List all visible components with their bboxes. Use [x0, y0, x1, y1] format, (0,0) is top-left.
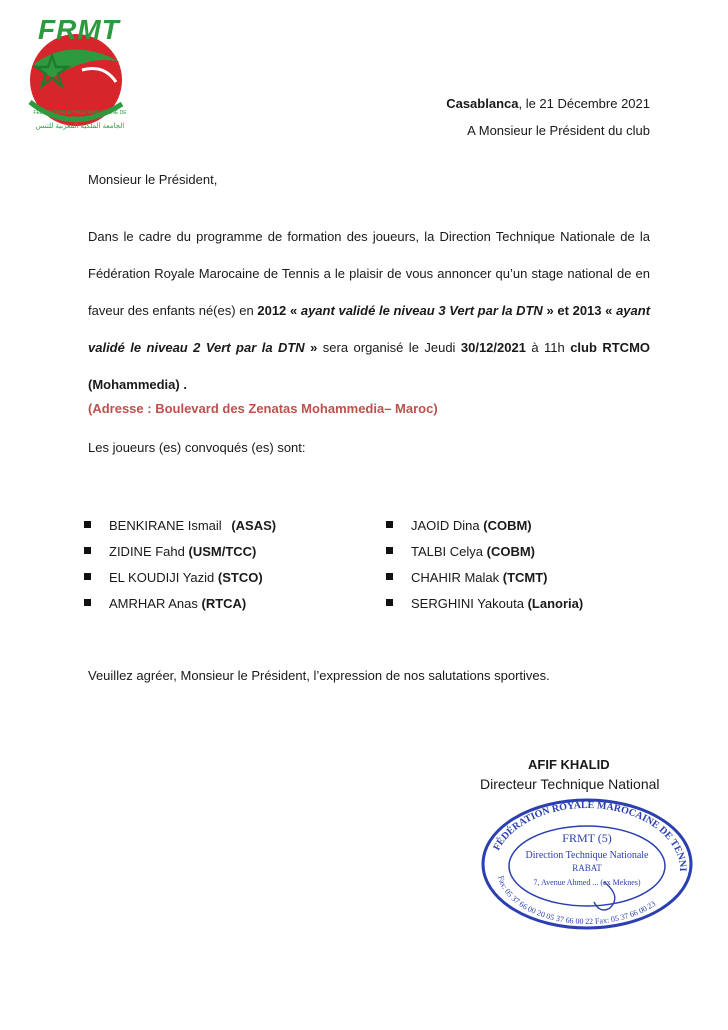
closing-line: Veuillez agréer, Monsieur le Président, l’expression de nos salutations sportives.	[88, 668, 550, 683]
official-stamp	[476, 790, 698, 930]
convoked-intro: Les joueurs (es) convoqués (es) sont:	[88, 440, 306, 455]
venue-address: (Adresse : Boulevard des Zenatas Mohammedia– Maroc)	[88, 401, 438, 416]
body-bold-2: » et 2013 «	[542, 303, 617, 318]
body-venue: club RTCMO (Mohammedia) .	[88, 340, 651, 392]
stamp-ring-bottom: Fax: 05 37 66 00 20 05 37 66 00 22 Fax: 05 37 66 00 23	[496, 874, 658, 927]
body-bold-3: »	[304, 340, 318, 355]
frmt-logo	[12, 6, 132, 138]
body-text-3: à 11h	[525, 340, 571, 355]
players-list-right	[386, 517, 583, 621]
bullet-icon	[84, 547, 91, 554]
logo-ring-fr: FÉDÉRATION ROYALE MAROCAINE DE TENNIS	[33, 110, 127, 122]
bullet-icon	[386, 573, 393, 580]
bullet-icon	[386, 547, 393, 554]
player-name: SERGHINI Yakouta	[411, 596, 524, 611]
body-italic-2: ayant validé le niveau 2 Vert par la DTN	[88, 303, 651, 355]
logo-lettering	[12, 6, 132, 138]
stamp-line-3: RABAT	[572, 863, 602, 873]
list-item	[386, 543, 583, 569]
player-club: (USM/TCC)	[188, 544, 257, 559]
date-line	[446, 96, 650, 111]
player-name: BENKIRANE Ismail	[109, 518, 222, 533]
logo-acronym: FRMT	[38, 14, 120, 45]
list-item	[84, 543, 276, 569]
player-club: (Lanoria)	[527, 596, 584, 611]
signatory-title: Directeur Technique National	[480, 776, 660, 792]
stamp-graphic	[476, 790, 698, 930]
salutation: Monsieur le Président,	[88, 172, 218, 187]
recipient-line: A Monsieur le Président du club	[467, 123, 650, 138]
player-name: JAOID Dina	[411, 518, 480, 533]
logo-ring-ar: الجامعة الملكية المغربية للتنس	[35, 123, 125, 130]
bullet-icon	[386, 599, 393, 606]
stamp-line-1: FRMT (5)	[562, 831, 612, 845]
list-item	[84, 595, 276, 621]
date-text: , le 21 Décembre 2021	[518, 96, 650, 111]
player-name: TALBI Celya	[411, 544, 484, 559]
players-list-left	[84, 517, 276, 621]
list-item	[84, 569, 276, 595]
player-club: (COBM)	[486, 544, 536, 559]
body-text-1: Dans le cadre du programme de formation des joueurs, la Direction Technique Nationale de la Fédération Royale Marocaine de Tennis a le plaisir de vous annoncer qu’un stage national de en faveur des enfants né(es) en	[88, 229, 650, 318]
list-item	[386, 569, 583, 595]
body-bold-1: 2012 «	[257, 303, 301, 318]
bullet-icon	[84, 521, 91, 528]
city: Casablanca	[446, 96, 519, 111]
player-name: ZIDINE Fahd	[109, 544, 185, 559]
bullet-icon	[84, 599, 91, 606]
body-date: 30/12/2021	[460, 340, 526, 355]
list-item	[386, 517, 583, 543]
player-name: CHAHIR Malak	[411, 570, 500, 585]
player-club: (COBM)	[483, 518, 532, 533]
stamp-line-2: Direction Technique Nationale	[525, 850, 649, 861]
body-paragraph	[88, 218, 650, 403]
player-name: AMRHAR Anas	[109, 596, 198, 611]
list-item	[84, 517, 276, 543]
player-club: (RTCA)	[201, 596, 247, 611]
player-name: EL KOUDIJI Yazid	[109, 570, 215, 585]
list-item	[386, 595, 583, 621]
player-club: (ASAS)	[231, 518, 277, 533]
body-text-2: sera organisé le Jeudi	[317, 340, 461, 355]
bullet-icon	[386, 521, 393, 528]
player-club: (STCO)	[217, 570, 263, 585]
bullet-icon	[84, 573, 91, 580]
player-club: (TCMT)	[502, 570, 548, 585]
body-italic-1: ayant validé le niveau 3 Vert par la DTN	[300, 303, 543, 318]
stamp-ring-top: FÉDÉRATION ROYALE MAROCAINE DE TENNI	[491, 799, 689, 872]
stamp-line-4: 7, Avenue Ahmed ... (ex Meknes)	[533, 878, 641, 887]
signatory-name: AFIF KHALID	[528, 757, 610, 772]
